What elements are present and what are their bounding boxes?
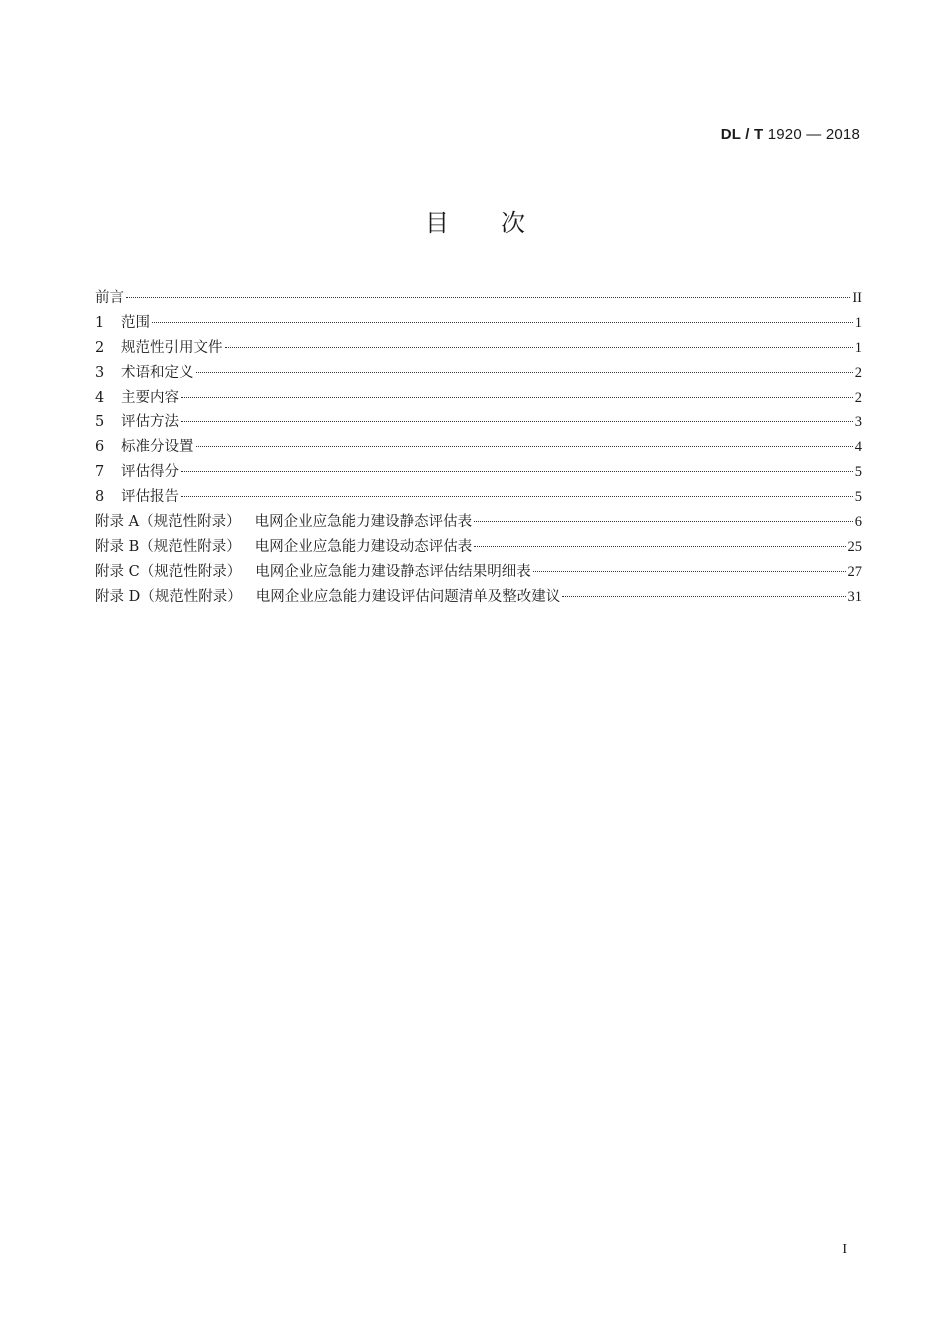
toc-entry-page: 5 xyxy=(854,489,862,506)
toc-entry-6[interactable] xyxy=(95,435,862,460)
toc-entry-page: 31 xyxy=(847,588,862,605)
toc-entry-8[interactable] xyxy=(95,485,862,510)
toc-entry-foreword[interactable] xyxy=(95,286,862,311)
toc-leader xyxy=(126,297,850,298)
toc-entry-page: 1 xyxy=(854,314,862,331)
toc-entry-label: 评估报告 xyxy=(121,489,179,506)
document-code xyxy=(721,126,860,143)
toc-entry-number: 3 xyxy=(95,364,105,381)
toc-entry-number: 1 xyxy=(95,314,105,331)
toc-entry-number: 6 xyxy=(95,439,105,456)
toc-entry-page: 2 xyxy=(854,364,862,381)
toc-entry-page: 4 xyxy=(854,439,862,456)
page-title xyxy=(0,203,950,238)
toc-leader xyxy=(152,322,853,323)
toc-appendix-prefix: 附录 C（规范性附录） xyxy=(95,563,242,580)
toc-entry-4[interactable] xyxy=(95,386,862,411)
page-number: I xyxy=(842,1242,847,1257)
toc-entry-label: 范围 xyxy=(121,314,150,331)
toc-entry-page: 1 xyxy=(854,339,862,356)
toc-entry-number: 5 xyxy=(95,414,105,431)
toc-entry-7[interactable] xyxy=(95,460,862,485)
page-title-char-1: 目 xyxy=(425,209,449,237)
toc-entry-label: 标准分设置 xyxy=(121,439,194,456)
toc-entry-label: 主要内容 xyxy=(121,389,179,406)
toc-appendix-prefix: 附录 B（规范性附录） xyxy=(95,538,241,555)
toc-leader xyxy=(181,471,853,472)
toc-entry-label: 电网企业应急能力建设静态评估表 xyxy=(254,514,473,531)
toc-appendix-prefix: 附录 A（规范性附录） xyxy=(95,514,241,531)
toc-entry-label: 电网企业应急能力建设动态评估表 xyxy=(254,538,473,555)
toc-entry-label: 术语和定义 xyxy=(121,364,194,381)
toc-entry-number: 8 xyxy=(95,489,105,506)
toc-leader xyxy=(181,421,853,422)
toc-leader xyxy=(196,446,853,447)
toc-entry-label: 电网企业应急能力建设评估问题清单及整改建议 xyxy=(255,588,561,605)
toc-entry-number: 4 xyxy=(95,389,105,406)
page-title-char-2: 次 xyxy=(501,209,525,237)
toc-entry-label: 电网企业应急能力建设静态评估结果明细表 xyxy=(255,563,531,580)
toc-leader xyxy=(181,397,853,398)
document-code-prefix: DL / T xyxy=(720,126,764,143)
toc-entry-page: 6 xyxy=(854,514,862,531)
toc-entry-page: 3 xyxy=(854,414,862,431)
toc-entry-page: 27 xyxy=(847,563,862,580)
toc-leader xyxy=(181,496,853,497)
toc-entry-page: 5 xyxy=(854,464,862,481)
toc-entry-page: 2 xyxy=(854,389,862,406)
toc-entry-5[interactable] xyxy=(95,410,862,435)
toc-entry-appendix-d[interactable] xyxy=(95,585,862,610)
toc-entry-label: 前言 xyxy=(95,290,124,306)
toc-leader xyxy=(474,521,853,522)
toc-entry-label: 评估方法 xyxy=(121,414,179,431)
toc-entry-number: 7 xyxy=(95,464,105,481)
toc-entry-label: 评估得分 xyxy=(121,464,179,481)
toc-leader xyxy=(474,546,845,547)
toc-entry-appendix-a[interactable] xyxy=(95,510,862,535)
toc-leader xyxy=(562,596,845,597)
toc-leader xyxy=(225,347,853,348)
toc-entry-3[interactable] xyxy=(95,361,862,386)
document-code-number: 1920 — 2018 xyxy=(767,126,860,143)
toc-entry-page: II xyxy=(852,290,862,306)
toc-entry-label: 规范性引用文件 xyxy=(121,339,223,356)
toc-leader xyxy=(196,372,853,373)
toc-entry-appendix-c[interactable] xyxy=(95,560,862,585)
toc-entry-1[interactable] xyxy=(95,311,862,336)
toc-entry-page: 25 xyxy=(847,538,862,555)
toc-leader xyxy=(533,571,846,572)
toc-entry-2[interactable] xyxy=(95,336,862,361)
toc-entry-number: 2 xyxy=(95,339,105,356)
table-of-contents xyxy=(95,286,862,610)
toc-entry-appendix-b[interactable] xyxy=(95,535,862,560)
toc-appendix-prefix: 附录 D（规范性附录） xyxy=(95,588,242,605)
